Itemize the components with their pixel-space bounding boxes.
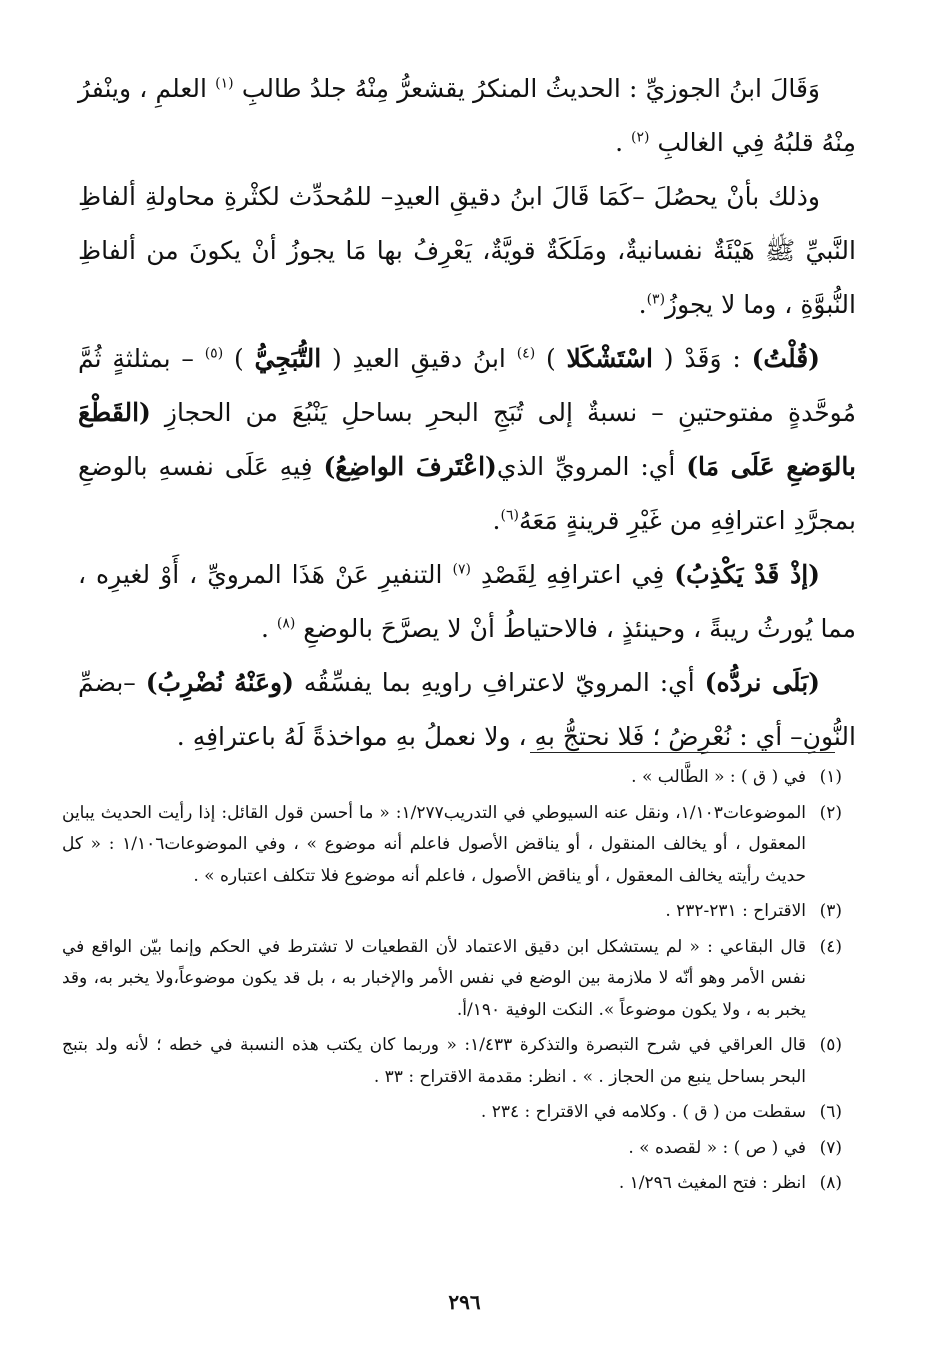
- text-span: فِي اعترافِهِ لِقَصْدِ: [470, 560, 675, 589]
- bold-term: (اعْتَرفَ الواضِعُ): [323, 452, 497, 481]
- bold-term: (وعَنْهُ نُضْرِبُ): [145, 668, 294, 697]
- footnote-ref-7: (٧): [452, 561, 471, 578]
- text-span: أي: المرويِّ الذي: [496, 452, 687, 481]
- footnote-ref-8: (٨): [276, 615, 296, 632]
- footnote-1: [62, 762, 842, 794]
- text-span: العلمِ ، وينْفرُ مِنْهُ قلبُهُ فِي الغالبِ: [78, 74, 856, 157]
- text-span: ): [223, 344, 255, 373]
- text-span: التنفيرِ عَنْ هَذَا المرويِّ ، أَوْ لغيرِه ، مما يُورثُ ريبةً ، وحينئذٍ ، فالاحتياطُ أنْ لا يصرَّحَ بالوضعِ: [78, 560, 856, 643]
- footnote-text: قال العراقي في شرح التبصرة والتذكرة ١/٤٣٣: « وربما كان يكتب هذه النسبة في خطه ؛ لأنه ولد بتبج البحر بساحل ينبع من الحجاز . » . انظر: مقدمة الاقتراح : ٣٣ .: [62, 1035, 806, 1087]
- paragraph-5: [78, 656, 856, 764]
- footnote-separator: [530, 752, 835, 753]
- footnote-text: سقطت من ( ق ) . وكلامه في الاقتراح : ٢٣٤ .: [480, 1102, 806, 1122]
- text-span: .: [260, 614, 277, 643]
- footnote-6: [62, 1097, 842, 1129]
- footnote-ref-3: (٣): [646, 291, 666, 308]
- paragraph-1: [78, 62, 856, 170]
- main-text: [78, 62, 856, 764]
- text-span: ابنُ دقيقِ العيدِ (: [321, 344, 517, 373]
- footnote-text: الاقتراح : ٢٣١-٢٣٢ .: [665, 901, 806, 921]
- bold-term: (بَلَى نردُّه): [704, 668, 820, 697]
- footnote-5: [62, 1030, 842, 1093]
- footnote-number: (١): [819, 767, 842, 787]
- footnote-text: في ( ق ) : « الطَّالب » .: [631, 767, 806, 787]
- footnote-number: (٤): [819, 936, 842, 957]
- bold-term: التُّبَجِيُّ: [254, 344, 322, 373]
- footnote-ref-4: (٤): [516, 345, 536, 362]
- footnotes: [62, 762, 842, 1204]
- text-span: .: [615, 128, 632, 157]
- footnote-number: (٣): [819, 901, 842, 921]
- footnote-ref-6: (٦): [500, 507, 519, 524]
- text-span: .: [492, 506, 501, 535]
- footnote-number: (٦): [819, 1102, 842, 1122]
- bold-term: (إذْ قَدْ يَكْذِبُ): [674, 560, 820, 589]
- footnote-2: [62, 798, 842, 893]
- text-span: ): [535, 344, 567, 373]
- bold-term: (القَطْعَ بالوَضعِ عَلَى مَا): [78, 398, 857, 481]
- text-span: : وَقَدْ (: [653, 344, 752, 373]
- text-span: وَقَالَ ابنُ الجوزيِّ : الحديثُ المنكرُ يقشعرُّ مِنْهُ جلدُ طالبِ: [233, 74, 820, 103]
- footnote-7: [62, 1133, 842, 1165]
- footnote-text: انظر : فتح المغيث ١/٢٩٦ .: [618, 1173, 806, 1193]
- footnote-text: في ( ص ) : « لقصده » .: [628, 1137, 806, 1158]
- footnote-ref-2: (٢): [631, 129, 650, 146]
- footnote-number: (٨): [819, 1173, 842, 1193]
- footnote-ref-1: (١): [215, 75, 234, 92]
- text-span: – بمثلثةٍ ثُمَّ مُوحَّدةٍ مفتوحتينِ – نسبةٌ إلى تُبَجِ البحرِ بساحلِ يَنْبُعَ من الحجازِ: [78, 344, 856, 427]
- footnote-8: [62, 1168, 842, 1200]
- paragraph-3: [78, 332, 856, 548]
- bold-term: (قُلْتُ): [751, 344, 820, 373]
- bold-term: اسْتَشْكَلا: [566, 344, 653, 373]
- footnote-3: [62, 896, 842, 928]
- page-number: ٢٩٦: [448, 1290, 481, 1314]
- footnote-number: (٧): [819, 1137, 842, 1158]
- text-span: فِيهِ عَلَى نفسهِ بالوضعِ بمجرَّدِ اعترافِهِ من غَيْرِ قرينةٍ مَعَهُ: [78, 452, 856, 535]
- footnote-text: الموضوعات١/١٠٣، ونقل عنه السيوطي في التدريب١/٢٧٧: « ما أحسن قول القائل: إذا رأيت الحديث يباين المعقول ، أو يخالف المنقول ، أو يناقض الأصول فاعلم أنه موضوع » ، وفي الموضوعات١/١٠٦ : « كل حديث رأيته يخالف المعقول ، أو يناقض الأصول ، فاعلم أنه موضوع فلا تتكلف اعتباره » .: [62, 802, 806, 886]
- footnote-text: قال البقاعي : « لم يستشكل ابن دقيق الاعتماد لأن القطعيات لا تشترط في الحكم وإنما بيّن الواقع في نفس الأمر وهو أنّه لا ملازمة بين الوضع في نفس الأمر والإخبار به ، بل قد يكون موضوعاً،ولا يخبر به، وقد يخبر به ، ولا يكون موضوعاً ». النكت الوفية ١٩٠/أ.: [62, 936, 806, 1020]
- footnote-4: [62, 932, 842, 1027]
- footnote-ref-5: (٥): [204, 345, 224, 362]
- paragraph-4: [78, 548, 856, 656]
- text-span: أي: المرويّ لاعترافِ راويهِ بما يفسِّقُه: [293, 668, 705, 697]
- footnote-number: (٢): [819, 802, 842, 823]
- text-span: –بضمِّ النُّونِ– أي : نُعْرِضُ ؛ فَلا نحتجُّ بهِ ، ولا نعملُ بهِ مواخذةً لَهُ باعترافِهِ .: [78, 668, 856, 751]
- text-span: .: [638, 290, 647, 319]
- text-span: وذلك بأنْ يحصُلَ –كَمَا قَالَ ابنُ دقيقِ العيدِ– للمُحدِّث لكثْرةِ محاولةِ ألفاظِ النَّبيِّ ﷺ هَيْئَةٌ نفسانيةٌ، ومَلَكَةٌ قويَّةٌ، يَعْرِفُ بها مَا يجوزُ أنْ يكونَ من ألفاظِ النُّبوَّةِ ، وما لا يجوزُ: [78, 182, 856, 319]
- paragraph-2: [78, 170, 856, 332]
- footnote-number: (٥): [819, 1035, 842, 1055]
